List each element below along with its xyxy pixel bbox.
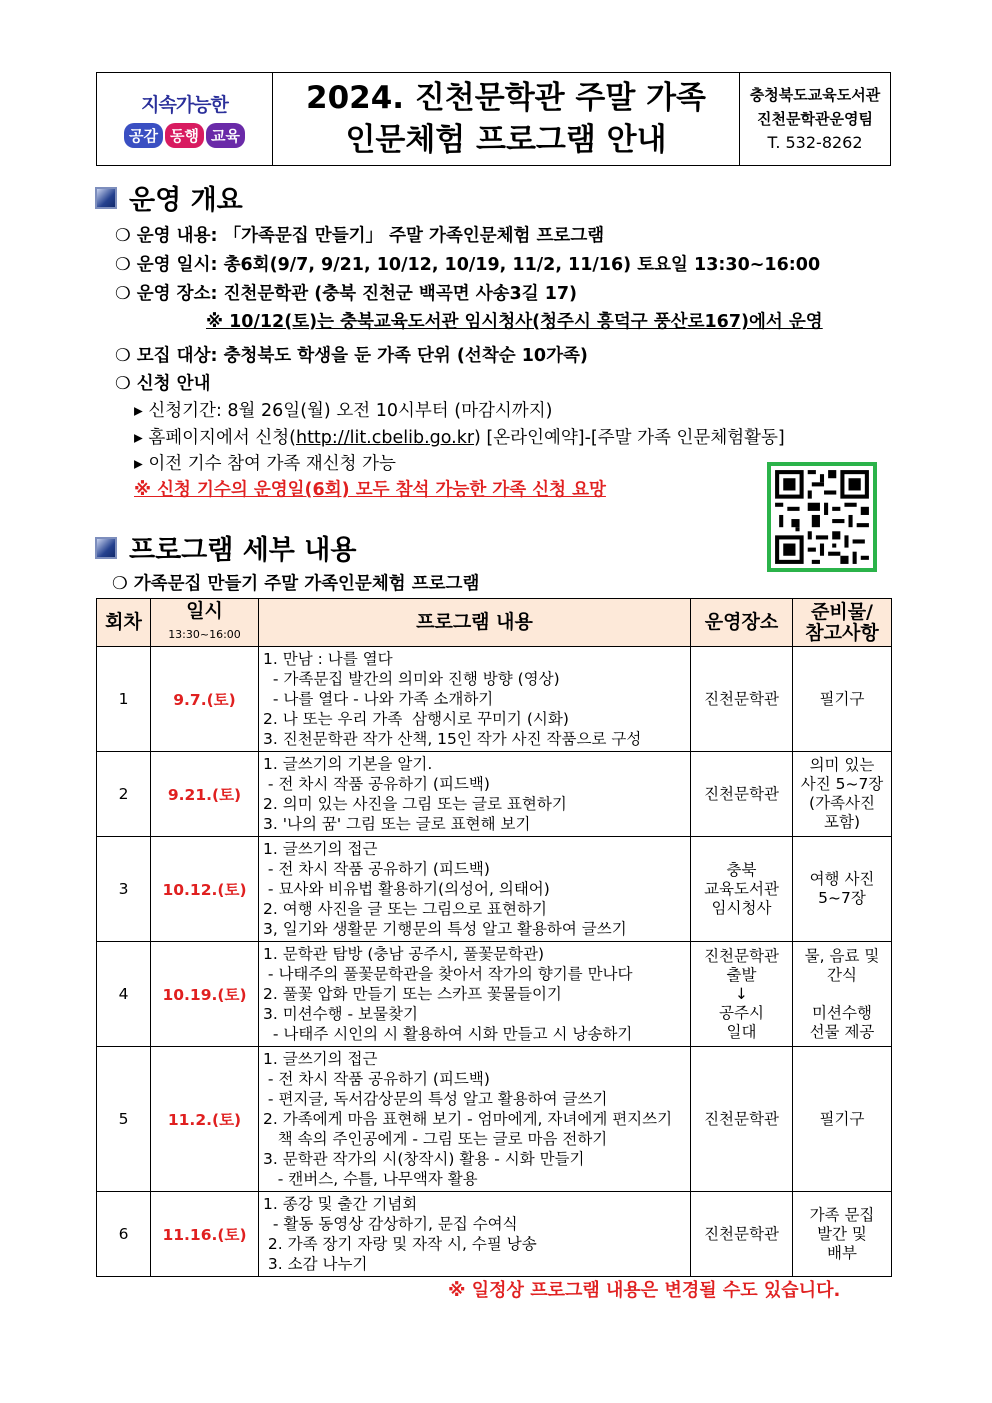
- row-number: 6: [97, 1192, 151, 1277]
- apply-note: ※ 신청 기수의 운영일(6회) 모두 참석 가능한 가족 신청 요망: [134, 480, 606, 500]
- header-text: 프로그램 내용: [416, 611, 533, 633]
- apply-heading: ❍ 신청 안내: [115, 374, 211, 394]
- row-prep: 가족 문집 발간 및 배부: [793, 1192, 892, 1277]
- logo-text: 지속가능한: [141, 94, 228, 116]
- row-place: 충북 교육도서관 임시청사: [691, 837, 793, 942]
- row-content: 1. 만남 : 나를 열다 - 가족문집 발간의 의미와 진행 방향 (영상) - 나를 열다 - 나와 가족 소개하기 2. 나 또는 우리 가족 삼행시로 꾸미기 (시화) 3. 진천문학관 작가 산책, 15인 작가 사진 작품으로 구성: [259, 647, 691, 752]
- overview-place: ❍ 운영 장소: 진천문학관 (충북 진천군 백곡면 사송3길 17): [115, 284, 578, 304]
- apply-item: ▸ 신청기간: 8월 26일(월) 오전 10시부터 (마감시까지): [134, 401, 553, 421]
- target-text: (선착순 10가족): [450, 346, 588, 366]
- row-content: 1. 종강 및 출간 기념회 - 활동 동영상 감상하기, 문집 수여식 2. 가족 장기 자랑 및 자작 시, 수필 낭송 3. 소감 나누기: [259, 1192, 691, 1277]
- qr-code[interactable]: [767, 462, 877, 572]
- target-emphasis: 가족 단위: [377, 346, 451, 366]
- col-header-prep: [793, 599, 892, 647]
- section-title: 프로그램 세부 내용: [129, 535, 357, 566]
- header-text: 일시: [186, 599, 223, 622]
- document-header: [96, 72, 891, 166]
- row-number: 4: [97, 942, 151, 1047]
- section-detail-heading: [95, 528, 356, 567]
- apply-web-text: ▸ 홈페이지에서 신청(: [134, 428, 296, 448]
- row-prep: 물, 음료 및 간식 미션수행 선물 제공: [793, 942, 892, 1047]
- org-name: 충청북도교육도서관: [749, 86, 881, 104]
- logo-word: 공감: [124, 123, 163, 148]
- row-place: 진천문학관 출발 ↓ 공주시 일대: [691, 942, 793, 1047]
- apply-item-web: [134, 424, 785, 449]
- detail-subheading: ❍ 가족문집 만들기 주말 가족인문체험 프로그램: [112, 574, 480, 594]
- logo-word: 동행: [165, 123, 204, 148]
- homepage-link[interactable]: http://lit.cbelib.go.kr: [295, 428, 475, 448]
- row-prep: 필기구: [793, 647, 892, 752]
- row-date: 10.12.(토): [151, 837, 259, 942]
- table-row: [97, 647, 892, 752]
- row-number: 3: [97, 837, 151, 942]
- row-content: 1. 글쓰기의 접근 - 전 차시 작품 공유하기 (피드백) - 묘사와 비유법 활용하기(의성어, 의태어) 2. 여행 사진을 글 또는 그림으로 표현하기 3, 일기와 생활문 기행문의 특성 알고 활용하여 글쓰기: [259, 837, 691, 942]
- overview-content: ❍ 운영 내용: 「가족문집 만들기」 주말 가족인문체험 프로그램: [115, 226, 605, 246]
- row-number: 2: [97, 752, 151, 837]
- overview-schedule: ❍ 운영 일시: 총6회(9/7, 9/21, 10/12, 10/19, 11/2, 11/16) 토요일 13:30~16:00: [115, 255, 821, 275]
- apply-item: ▸ 이전 기수 참여 가족 재신청 가능: [134, 454, 396, 474]
- section-overview-heading: [95, 178, 243, 217]
- overview-target: [115, 342, 588, 367]
- org-phone: T. 532-8262: [767, 133, 863, 152]
- title-line: 2024. 진천문학관 주말 가족: [306, 80, 706, 116]
- row-content: 1. 문학관 탐방 (충남 공주시, 풀꽃문학관) - 나태주의 풀꽃문학관을 찾아서 작가의 향기를 만나다 2. 풀꽃 압화 만들기 또는 스카프 꽃물들이기 3. 미션수행 - 보물찾기 - 나태주 시인의 시 활용하여 시화 만들고 시 낭송하기: [259, 942, 691, 1047]
- square-bullet-icon: [95, 187, 117, 209]
- organization-info: [739, 73, 890, 165]
- row-number: 5: [97, 1047, 151, 1192]
- table-header-row: [97, 599, 892, 647]
- row-prep: 의미 있는 사진 5~7장 (가족사진 포함): [793, 752, 892, 837]
- row-place: 진천문학관: [691, 647, 793, 752]
- program-table: [96, 598, 892, 1277]
- col-header-content: [259, 599, 691, 647]
- row-number: 1: [97, 647, 151, 752]
- row-date: 11.2.(토): [151, 1047, 259, 1192]
- overview-place-note: ※ 10/12(토)는 충북교육도서관 임시청사(청주시 흥덕구 풍산로167)에서 운영: [206, 312, 823, 332]
- row-prep: 필기구: [793, 1047, 892, 1192]
- page-title: [273, 73, 739, 165]
- target-text: ❍ 모집 대상: 충청북도 학생을 둔: [115, 346, 378, 366]
- header-text: 운영장소: [704, 611, 779, 633]
- row-date: 9.7.(토): [151, 647, 259, 752]
- row-date: 9.21.(토): [151, 752, 259, 837]
- table-row: [97, 942, 892, 1047]
- row-content: 1. 글쓰기의 기본을 알기. - 전 차시 작품 공유하기 (피드백) 2. 의미 있는 사진을 그림 또는 글로 표현하기 3. '나의 꿈' 그림 또는 글로 표현해 보기: [259, 752, 691, 837]
- apply-web-text: ) [온라인예약]-[주말 가족 인문체험활동]: [474, 428, 785, 448]
- col-header-date: [151, 599, 259, 647]
- row-place: 진천문학관: [691, 752, 793, 837]
- row-date: 10.19.(토): [151, 942, 259, 1047]
- header-time: 13:30~16:00: [168, 627, 241, 641]
- row-content: 1. 글쓰기의 접근 - 전 차시 작품 공유하기 (피드백) - 편지글, 독서감상문의 특성 알고 활용하여 글쓰기 2. 가족에게 마음 표현해 보기 - 엄마에게, 자녀에게 편지쓰기 책 속의 주인공에게 - 그림 또는 글로 마음 전하기 3. 문학관 작가의 시(창작시) 활용 - 시화 만들기 - 캔버스, 수틀, 나무액자 활용: [259, 1047, 691, 1192]
- col-header-round: [97, 599, 151, 647]
- section-title: 운영 개요: [129, 185, 243, 216]
- qr-pattern-icon: [771, 466, 873, 568]
- row-date: 11.16.(토): [151, 1192, 259, 1277]
- org-team: 진천문학관운영팀: [757, 110, 873, 128]
- table-row: [97, 752, 892, 837]
- row-place: 진천문학관: [691, 1047, 793, 1192]
- header-text: 회차: [105, 611, 142, 633]
- table-row: [97, 837, 892, 942]
- row-place: 진천문학관: [691, 1192, 793, 1277]
- title-line: 인문체험 프로그램 안내: [345, 122, 667, 158]
- table-footnote: ※ 일정상 프로그램 내용은 변경될 수도 있습니다.: [448, 1280, 841, 1301]
- col-header-place: [691, 599, 793, 647]
- slogan-logo: [97, 73, 273, 165]
- logo-badges: [124, 123, 245, 148]
- row-prep: 여행 사진 5~7장: [793, 837, 892, 942]
- logo-word: 교육: [206, 123, 245, 148]
- square-bullet-icon: [95, 537, 117, 559]
- table-row: [97, 1047, 892, 1192]
- header-text: 준비물/ 참고사항: [805, 600, 879, 644]
- table-row: [97, 1192, 892, 1277]
